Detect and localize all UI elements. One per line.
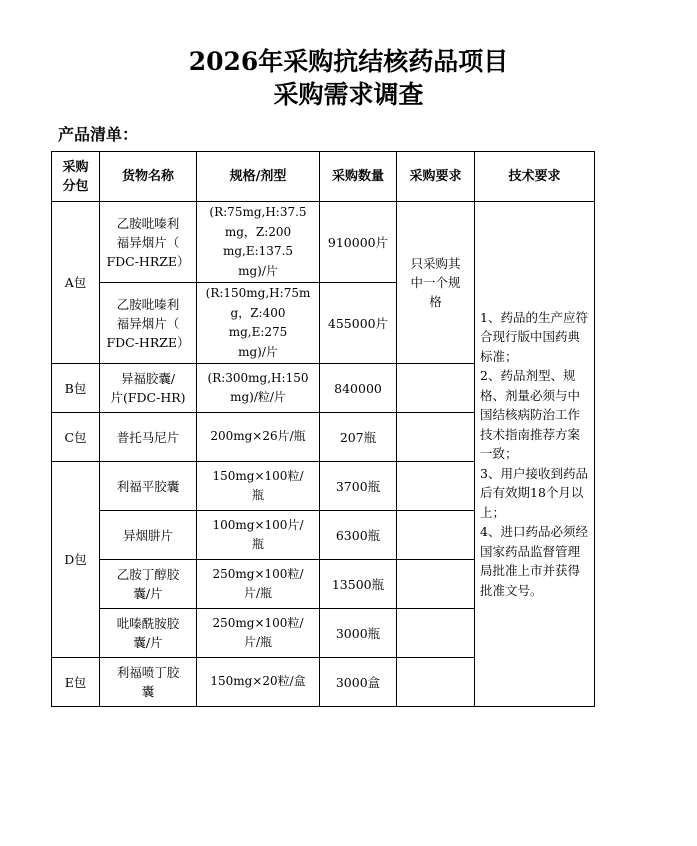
- spec-cell: 150mg×100粒/ 瓶: [197, 462, 320, 511]
- document-title-line2: 采购需求调查: [273, 80, 424, 109]
- purchase-requirement-cell: [397, 462, 475, 511]
- quantity-cell: 13500瓶: [320, 560, 397, 609]
- quantity-cell: 3000瓶: [320, 609, 397, 658]
- purchase-requirement-cell: [397, 560, 475, 609]
- spec-cell: 100mg×100片/ 瓶: [197, 511, 320, 560]
- quantity-cell: 6300瓶: [320, 511, 397, 560]
- quantity-cell: 910000片: [320, 202, 397, 283]
- package-cell: D包: [52, 462, 100, 658]
- product-list-label: 产品清单：: [58, 125, 139, 144]
- goods-name-cell: 普托马尼片: [100, 413, 197, 462]
- spec-cell: 250mg×100粒/ 片/瓶: [197, 609, 320, 658]
- goods-name-cell: 吡嗪酰胺胶 囊/片: [100, 609, 197, 658]
- header-package: 采购 分包: [52, 152, 100, 202]
- purchase-requirement-cell: [397, 364, 475, 413]
- table-row: [52, 202, 595, 283]
- purchase-requirement-cell: 只采购其 中一个规 格: [397, 202, 475, 364]
- spec-cell: (R:150mg,H:75m g，Z:400 mg,E:275 mg)/片: [197, 283, 320, 364]
- quantity-cell: 3000盒: [320, 658, 397, 707]
- purchase-requirement-cell: [397, 511, 475, 560]
- spec-cell: 200mg×26片/瓶: [197, 413, 320, 462]
- purchase-requirement-cell: [397, 658, 475, 707]
- goods-name-cell: 乙胺吡嗪利 福异烟片（ FDC-HRZE）: [100, 202, 197, 283]
- table-header-row: [52, 152, 595, 202]
- package-cell: A包: [52, 202, 100, 364]
- header-goods-name: 货物名称: [100, 152, 197, 202]
- spec-cell: (R:300mg,H:150 mg)/粒/片: [197, 364, 320, 413]
- quantity-cell: 3700瓶: [320, 462, 397, 511]
- spec-cell: 150mg×20粒/盒: [197, 658, 320, 707]
- goods-name-cell: 乙胺丁醇胶 囊/片: [100, 560, 197, 609]
- goods-name-cell: 利福平胶囊: [100, 462, 197, 511]
- package-cell: E包: [52, 658, 100, 707]
- package-cell: C包: [52, 413, 100, 462]
- package-cell: B包: [52, 364, 100, 413]
- spec-cell: (R:75mg,H:37.5 mg，Z:200 mg,E:137.5 mg)/片: [197, 202, 320, 283]
- spec-cell: 250mg×100粒/ 片/瓶: [197, 560, 320, 609]
- purchase-requirement-cell: [397, 609, 475, 658]
- header-tech-req: 技术要求: [475, 152, 595, 202]
- goods-name-cell: 利福喷丁胶 囊: [100, 658, 197, 707]
- goods-name-cell: 异烟肼片: [100, 511, 197, 560]
- quantity-cell: 840000: [320, 364, 397, 413]
- tech-requirement-cell: 1、药品的生产应符合现行版中国药典标准； 2、药品剂型、规格、剂量必须与中国结核病防治工作技术指南推荐方案一致； 3、用户接收到药品后有效期18个月以上； 4、进口药品必须经国家药品监督管理局批准上市并获得批准文号。: [475, 202, 595, 707]
- header-purchase-req: 采购要求: [397, 152, 475, 202]
- document-title-line1: 2026年采购抗结核药品项目: [188, 47, 509, 76]
- goods-name-cell: 乙胺吡嗪利 福异烟片（ FDC-HRZE）: [100, 283, 197, 364]
- header-quantity: 采购数量: [320, 152, 397, 202]
- quantity-cell: 207瓶: [320, 413, 397, 462]
- goods-name-cell: 异福胶囊/ 片(FDC-HR): [100, 364, 197, 413]
- product-table: [51, 151, 595, 707]
- header-spec: 规格/剂型: [197, 152, 320, 202]
- quantity-cell: 455000片: [320, 283, 397, 364]
- purchase-requirement-cell: [397, 413, 475, 462]
